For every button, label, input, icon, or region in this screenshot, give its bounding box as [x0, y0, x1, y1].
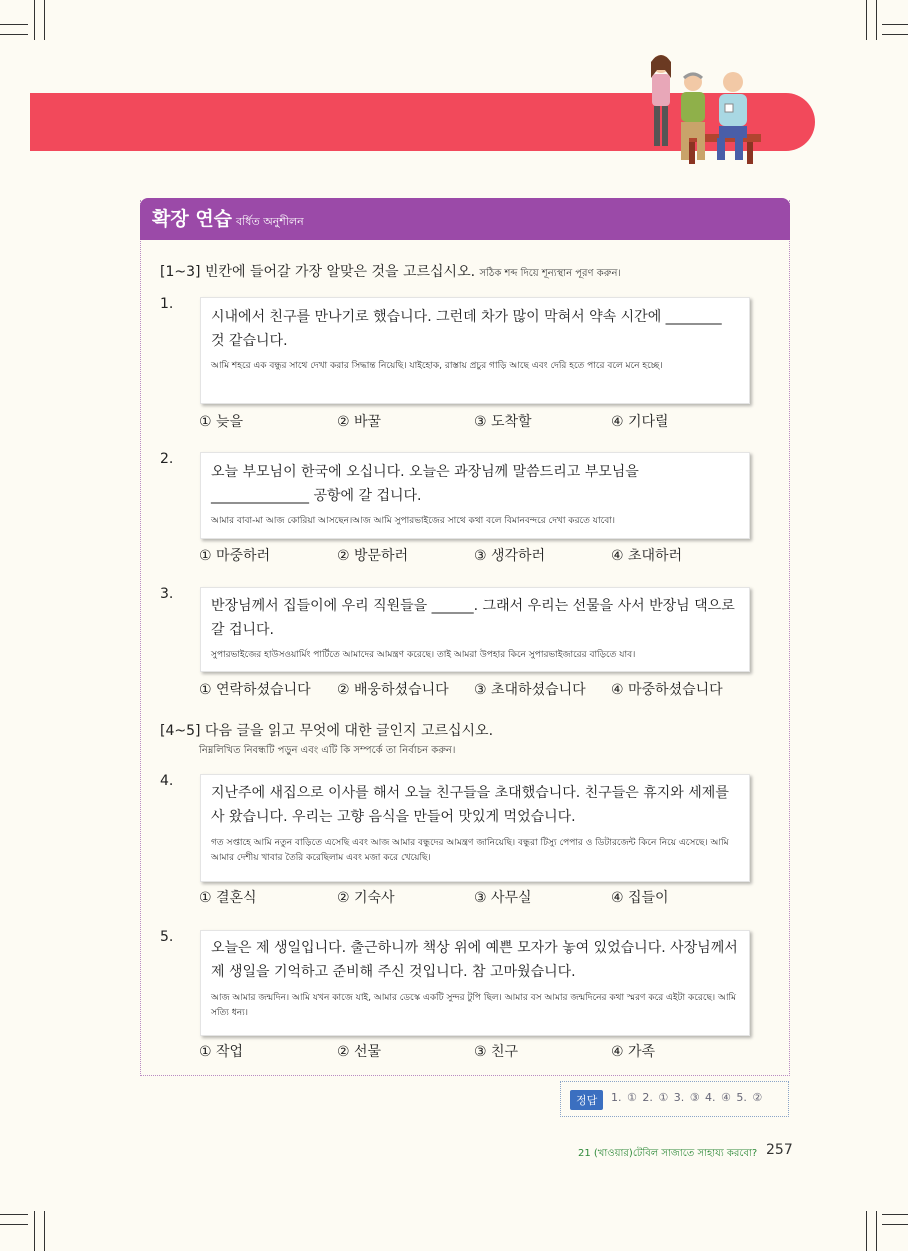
crop-mark: [882, 1224, 908, 1225]
crop-mark: [882, 1214, 908, 1215]
question-text-korean: 지난주에 새집으로 이사를 해서 오늘 친구들을 초대했습니다. 친구들은 휴지와 세제를 사 왔습니다. 우리는 고향 음식을 만들어 맛있게 먹었습니다.: [211, 785, 729, 825]
question-text-bengali: আমার বাবা-মা আজ কোরিয়া আসছেন।আজ আমি সুপারভাইজের সাথে কথা বলে বিমানবন্দরে দেখা করতে যাবো।: [211, 516, 616, 526]
section1-instruction-korean: [1~3] 빈칸에 들어갈 가장 알맞은 것을 고르십시오.: [160, 264, 476, 280]
option-4[interactable]: ④ 기다릴: [611, 414, 669, 430]
option-3[interactable]: ③ 친구: [474, 1044, 519, 1060]
question-number: 4.: [160, 773, 174, 789]
option-3[interactable]: ③ 도착할: [474, 414, 532, 430]
question-text-korean: 오늘은 제 생일입니다. 출근하니까 책상 위에 예쁜 모자가 놓여 있었습니다. 사장님께서 제 생일을 기억하고 준비해 주신 것입니다. 참 고마웠습니다.: [211, 940, 738, 980]
answer-label: 정답: [570, 1090, 603, 1110]
option-2[interactable]: ② 기숙사: [337, 890, 395, 906]
crop-mark: [876, 0, 877, 40]
question-number: 1.: [160, 296, 174, 312]
question-text-korean: 시내에서 친구를 만나기로 했습니다. 그런데 차가 많이 막혀서 약속 시간에 ________ 것 같습니다.: [211, 309, 722, 349]
answer-key: [560, 1081, 789, 1117]
question-number: 3.: [160, 586, 174, 602]
option-1[interactable]: ① 결혼식: [199, 890, 257, 906]
question-box: [200, 587, 750, 672]
question-text-korean: 반장님께서 집들이에 우리 직원들을 ______. 그래서 우리는 선물을 사서 반장님 댁으로 갈 겁니다.: [211, 598, 735, 638]
crop-mark: [34, 0, 35, 40]
question-box: [200, 452, 750, 539]
page-number: 257: [766, 1142, 793, 1158]
people-illustration: [635, 48, 765, 176]
crop-mark: [866, 0, 867, 40]
question-box: [200, 297, 750, 404]
question-text-korean: 오늘 부모님이 한국에 오십니다. 오늘은 과장님께 말씀드리고 부모님을 ______________ 공항에 갈 겁니다.: [211, 464, 639, 504]
question-text-bengali: গত সপ্তাহে আমি নতুন বাড়িতে এসেছি এবং আজ আমার বন্ধুদের আমন্ত্রণ জানিয়েছি। বন্ধুরা টিস্যু পেপার ও ডিটারজেন্ট কিনে নিয়ে এসেছে। আমি আমার দেশীয় খাবার তৈরি করেছিলাম এবং মজা করে খেয়েছি।: [211, 838, 729, 863]
option-4[interactable]: ④ 가족: [611, 1044, 656, 1060]
option-4[interactable]: ④ 마중하셨습니다: [611, 682, 723, 698]
answer-values: 1. ① 2. ① 3. ③ 4. ④ 5. ②: [611, 1091, 763, 1104]
section2-instruction-bengali: নিম্নলিখিত নিবন্ধটি পড়ুন এবং এটি কি সম্পর্কে তা নির্বাচন করুন।: [199, 745, 456, 756]
question-number: 5.: [160, 929, 174, 945]
option-3[interactable]: ③ 생각하러: [474, 548, 546, 564]
option-4[interactable]: ④ 집들이: [611, 890, 669, 906]
crop-mark: [0, 34, 28, 35]
option-2[interactable]: ② 선물: [337, 1044, 382, 1060]
crop-mark: [882, 34, 908, 35]
card-title: [152, 204, 304, 232]
option-1[interactable]: ① 늦을: [199, 414, 244, 430]
option-1[interactable]: ① 작업: [199, 1044, 244, 1060]
option-1[interactable]: ① 연락하셨습니다: [199, 682, 311, 698]
crop-mark: [34, 1211, 35, 1251]
question-text-bengali: আমি শহরে এক বন্ধুর সাথে দেখা করার সিদ্ধান্ত নিয়েছি। যাইহোক, রাস্তায় প্রচুর গাড়ি আছে এবং দেরি হতে পারে বলে মনে হচ্ছে।: [211, 361, 663, 371]
title-bengali: বর্ধিত অনুশীলন: [236, 215, 304, 228]
option-2[interactable]: ② 방문하러: [337, 548, 409, 564]
option-2[interactable]: ② 바꿀: [337, 414, 382, 430]
chapter-footer: 21 (খাওয়ার)টেবিল সাজাতে সাহায্য করবো?: [578, 1148, 758, 1159]
crop-mark: [876, 1211, 877, 1251]
crop-mark: [44, 1211, 45, 1251]
crop-mark: [0, 1224, 28, 1225]
option-3[interactable]: ③ 초대하셨습니다: [474, 682, 586, 698]
crop-mark: [0, 1214, 28, 1215]
section1-instruction-bengali: সঠিক শব্দ দিয়ে শূন্যস্থান পূরণ করুন।: [479, 268, 622, 279]
crop-mark: [44, 0, 45, 40]
option-1[interactable]: ① 마중하러: [199, 548, 271, 564]
question-number: 2.: [160, 451, 174, 467]
crop-mark: [866, 1211, 867, 1251]
crop-mark: [882, 24, 908, 25]
question-text-bengali: সুপারভাইজের হাউসওয়ার্মিং পার্টিতে আমাদের আমন্ত্রণ করেছে। তাই আমরা উপহার কিনে সুপারভাইজারের বাড়িতে যাব।: [211, 650, 636, 660]
section2-instruction-korean: [4~5] 다음 글을 읽고 무엇에 대한 글인지 고르십시오.: [160, 723, 494, 739]
card-header: [140, 198, 790, 240]
question-text-bengali: আজ আমার জন্মদিন। আমি যখন কাজে যাই, আমার ডেস্কে একটি সুন্দর টুপি ছিল। আমার বস আমার জন্মদিনের কথা স্মরণ করে এইটা করেছে। আমি সত্যি ধন্য।: [211, 993, 737, 1018]
section1-instruction: [160, 261, 621, 283]
title-korean: 확장 연습: [152, 208, 233, 230]
question-box: [200, 930, 750, 1036]
option-4[interactable]: ④ 초대하러: [611, 548, 683, 564]
option-3[interactable]: ③ 사무실: [474, 890, 532, 906]
crop-mark: [0, 24, 28, 25]
option-2[interactable]: ② 배웅하셨습니다: [337, 682, 449, 698]
question-box: [200, 774, 750, 882]
